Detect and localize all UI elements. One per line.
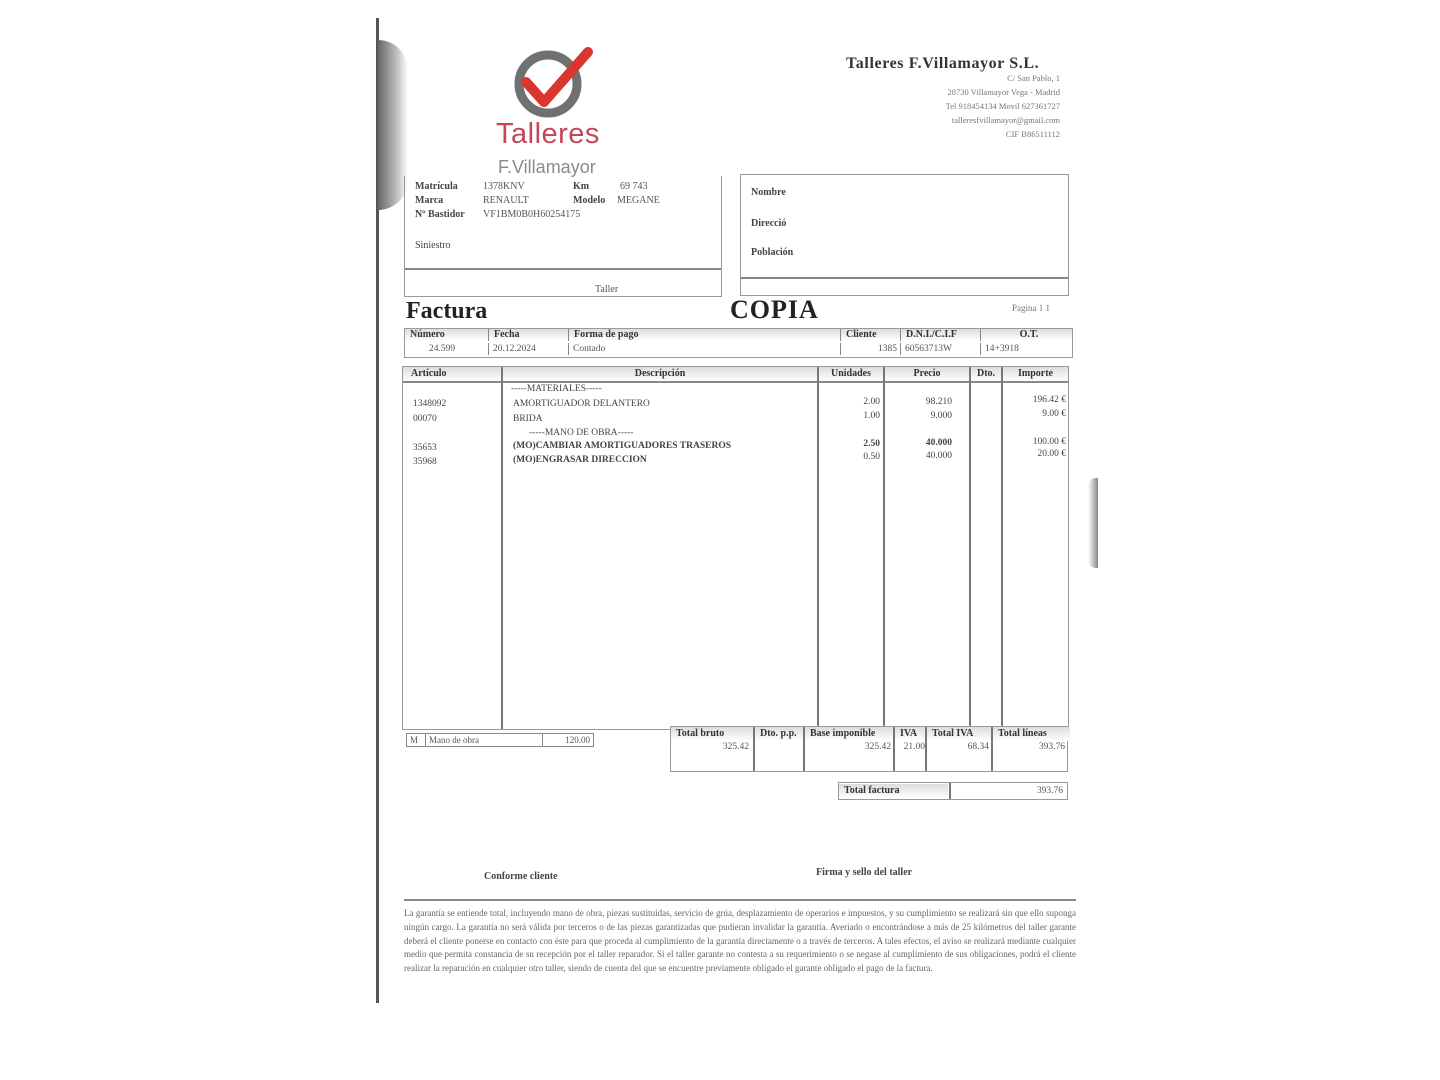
page-number: Pagina 1 1 — [1012, 303, 1050, 313]
bastidor-label: Nº Bastidor — [415, 209, 465, 220]
total-lineas-header: Total líneas — [993, 727, 1070, 741]
invoice-title: Factura — [406, 298, 488, 324]
item-2-descripcion: BRIDA — [513, 414, 543, 424]
item-2-articulo: 00070 — [413, 414, 437, 424]
nombre-label: Nombre — [751, 187, 786, 198]
item-4-articulo: 35968 — [413, 457, 437, 467]
item-4-unidades: 0.50 — [863, 452, 880, 462]
matricula-value: 1378KNV — [483, 181, 525, 192]
total-factura-box — [838, 782, 1068, 800]
iva-header: IVA — [895, 727, 930, 741]
fecha-header: Fecha — [489, 329, 569, 341]
marca-label: Marca — [415, 195, 444, 206]
line-items-table — [402, 366, 1069, 730]
company-city: 28730 Villamayor Vega - Madrid — [947, 87, 1060, 97]
item-2-unidades: 1.00 — [863, 411, 880, 421]
importe-header: Importe — [1003, 367, 1068, 381]
company-email: talleresfvillamayor@gmail.com — [951, 115, 1060, 125]
totals-table — [670, 726, 1068, 772]
item-3-importe: 100.00 € — [1032, 437, 1066, 447]
col-divider-5 — [1001, 367, 1003, 729]
col-divider-3 — [883, 367, 885, 729]
firma-cliente-label: Conforme cliente — [484, 871, 558, 882]
siniestro-label: Siniestro — [415, 240, 451, 251]
total-bruto-header: Total bruto — [671, 727, 754, 741]
cliente-header: Cliente — [841, 329, 901, 341]
page-clip-shadow — [1088, 478, 1098, 568]
item-3-articulo: 35653 — [413, 443, 437, 453]
copy-label: COPIA — [730, 295, 819, 324]
item-4-importe: 20.00 € — [1037, 449, 1066, 459]
direccion-label: Direcció — [751, 218, 787, 229]
cliente-value: 1385 — [841, 343, 901, 355]
mano-obra-code: M — [407, 734, 426, 747]
fecha-value: 20.12.2024 — [489, 343, 569, 355]
articulo-header: Artículo — [403, 367, 501, 381]
item-4-precio: 40.000 — [925, 451, 952, 461]
company-phone: Tel 918454134 Movil 627361727 — [945, 101, 1060, 111]
km-value: 69 743 — [620, 181, 648, 192]
marca-value: RENAULT — [483, 195, 529, 206]
firma-taller-label: Firma y sello del taller — [816, 867, 913, 878]
modelo-value: MEGANE — [617, 195, 660, 206]
item-1-descripcion: AMORTIGUADOR DELANTERO — [513, 399, 650, 409]
mano-obra-value: 120.00 — [543, 734, 594, 747]
vehicle-box — [404, 176, 722, 297]
item-2-importe: 9.00 € — [1042, 409, 1066, 419]
matricula-label: Matrícula — [415, 181, 458, 192]
mano-obra-label: Mano de obra — [426, 734, 543, 747]
total-factura-label: Total factura — [839, 784, 948, 798]
forma-pago-header: Forma de pago — [569, 329, 841, 341]
col-divider-2 — [817, 367, 819, 729]
item-3-unidades: 2.50 — [863, 439, 880, 449]
item-1-importe: 196.42 € — [1032, 395, 1066, 405]
ot-header: O.T. — [981, 329, 1072, 341]
total-factura-value: 393.76 — [1036, 786, 1063, 796]
base-value: 325.42 — [864, 742, 891, 752]
ot-value: 14+3918 — [985, 344, 1019, 354]
poblacion-label: Población — [751, 247, 794, 258]
dto-header: Dto. — [971, 367, 1001, 381]
item-1-articulo: 1348092 — [413, 399, 447, 409]
total-bruto-value: 325.42 — [722, 742, 749, 752]
total-iva-header: Total IVA — [927, 727, 994, 741]
item-3-descripcion: (MO)CAMBIAR AMORTIGUADORES TRASEROS — [513, 441, 732, 451]
taller-label: Taller — [595, 284, 619, 295]
customer-box — [740, 174, 1069, 296]
warranty-legal-text: La garantía se entiende total, incluyendo mano de obra, piezas sustituidas, servicio de grúa, desplazamiento de operarios e impuestos, y su cumplimiento se realizará sin que ello suponga ningún cargo. La garantía no será válida por terceros o de las piezas garantizadas que pudieran invalidar la garantía. Averiado o encontrándose a más de 25 kilómetros del taller garante deberá el cliente ponerse en contacto con éste para que proceda al cumplimiento de la garantía directamente o a través de terceros. A tales efectos, el aviso se realizará mediante cualquier medio que permita constancia de su recepción por el taller reparador. Si el taller garante no contesta a su requerimiento o se negase al cumplimiento de sus obligaciones, podrá el cliente realizar la reparación en cualquier otro taller, siendo de cuenta del que se encuentre previamente obligado el garante obligado el pago de la factura. — [404, 908, 1076, 974]
company-address: C/ San Pablo, 1 — [1007, 73, 1060, 83]
total-lineas-value: 393.76 — [1038, 742, 1065, 752]
company-name: Talleres F.Villamayor S.L. — [846, 55, 1040, 72]
logo-wordmark: Talleres — [496, 118, 600, 150]
unidades-header: Unidades — [819, 367, 883, 381]
total-iva-value: 68.34 — [967, 742, 989, 752]
dto-pp-header: Dto. p.p. — [755, 727, 806, 741]
company-cif: CIF B86511112 — [1005, 129, 1060, 139]
item-2-precio: 9.000 — [930, 411, 952, 421]
mano-obra-summary — [406, 733, 594, 747]
col-divider-1 — [501, 367, 503, 729]
item-1-unidades: 2.00 — [863, 397, 880, 407]
dni-header: D.N.I./C.I.F — [901, 329, 981, 341]
section-mano-obra: -----MANO DE OBRA----- — [529, 428, 634, 438]
dni-value: 60563713W — [901, 343, 981, 355]
section-materiales: -----MATERIALES----- — [511, 384, 602, 394]
item-3-precio: 40.000 — [925, 438, 952, 448]
descripcion-header: Descripción — [503, 367, 817, 381]
dto-pp-value — [755, 741, 805, 753]
item-4-descripcion: (MO)ENGRASAR DIRECCION — [513, 455, 647, 465]
iva-value: 21.00 — [903, 742, 925, 752]
forma-pago-value: Contado — [569, 343, 841, 355]
customer-divider — [741, 277, 1068, 279]
precio-header: Precio — [885, 367, 969, 381]
numero-value: 24.599 — [405, 343, 489, 355]
logo-subtitle: F.Villamayor — [498, 157, 596, 177]
base-header: Base imponible — [805, 727, 896, 741]
numero-header: Número — [405, 329, 489, 341]
col-divider-4 — [969, 367, 971, 729]
legal-divider — [404, 899, 1076, 901]
vehicle-divider — [405, 268, 721, 270]
modelo-label: Modelo — [573, 195, 606, 206]
invoice-info-table — [404, 328, 1073, 358]
km-label: Km — [573, 181, 590, 192]
bastidor-value: VF1BM0B0H60254175 — [483, 209, 581, 220]
item-1-precio: 98.210 — [925, 397, 952, 407]
